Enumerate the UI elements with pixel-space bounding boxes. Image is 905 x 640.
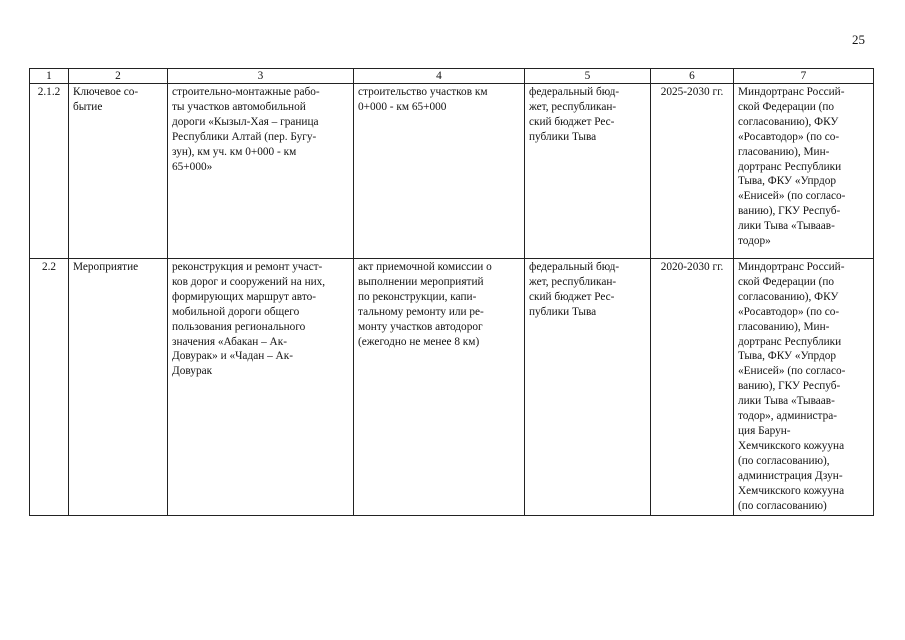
row-executor-cell: Миндортранс Россий- ской Федерации (по согласованию), ФКУ «Росавтодор» (по со- гласованию), Мин- дортранс Республики Тыва, ФКУ «Упрдор «Енисей» (по согласо- ванию), ГКУ Респуб- лики Тыва «Тываав- тодор», администра- ция Барун- Хемчикского кожууна (по согласованию), администрация Дзун- Хемчикского кожууна (по согласованию) xyxy=(734,259,874,516)
row-source-cell: федеральный бюд- жет, республикан- ский бюджет Рес- публики Тыва xyxy=(525,259,651,516)
plan-table xyxy=(29,68,874,516)
row-source-cell: федеральный бюд- жет, республикан- ский бюджет Рес- публики Тыва xyxy=(525,84,651,259)
table-header-row xyxy=(30,69,874,84)
table-row xyxy=(30,259,874,516)
column-header: 4 xyxy=(354,69,525,84)
row-number-cell: 2.2 xyxy=(30,259,69,516)
row-result-cell: строительство участков км 0+000 - км 65+000 xyxy=(354,84,525,259)
column-header: 1 xyxy=(30,69,69,84)
row-number-cell: 2.1.2 xyxy=(30,84,69,259)
column-header: 7 xyxy=(734,69,874,84)
column-header: 5 xyxy=(525,69,651,84)
row-name-cell: строительно-монтажные рабо- ты участков автомобильной дороги «Кызыл-Хая – граница Республики Алтай (пер. Бугу- зун), км уч. км 0+000 - км 65+000» xyxy=(168,84,354,259)
column-header: 6 xyxy=(651,69,734,84)
row-type-cell: Мероприятие xyxy=(69,259,168,516)
column-header: 3 xyxy=(168,69,354,84)
row-executor-cell: Миндортранс Россий- ской Федерации (по согласованию), ФКУ «Росавтодор» (по со- гласованию), Мин- дортранс Республики Тыва, ФКУ «Упрдор «Енисей» (по согласо- ванию), ГКУ Респуб- лики Тыва «Тываав- тодор» xyxy=(734,84,874,259)
row-type-cell: Ключевое со- бытие xyxy=(69,84,168,259)
column-header: 2 xyxy=(69,69,168,84)
row-period-cell: 2025-2030 гг. xyxy=(651,84,734,259)
page-number: 25 xyxy=(852,32,865,47)
row-result-cell: акт приемочной комиссии о выполнении мероприятий по реконструкции, капи- тальному ремонту или ре- монту участков автодорог (ежегодно не менее 8 км) xyxy=(354,259,525,516)
row-name-cell: реконструкция и ремонт участ- ков дорог и сооружений на них, формирующих маршрут авто- мобильной дороги общего пользования регионального значения «Абакан – Ак- Довурак» и «Чадан – Ак- Довурак xyxy=(168,259,354,516)
table-row xyxy=(30,84,874,259)
row-period-cell: 2020-2030 гг. xyxy=(651,259,734,516)
